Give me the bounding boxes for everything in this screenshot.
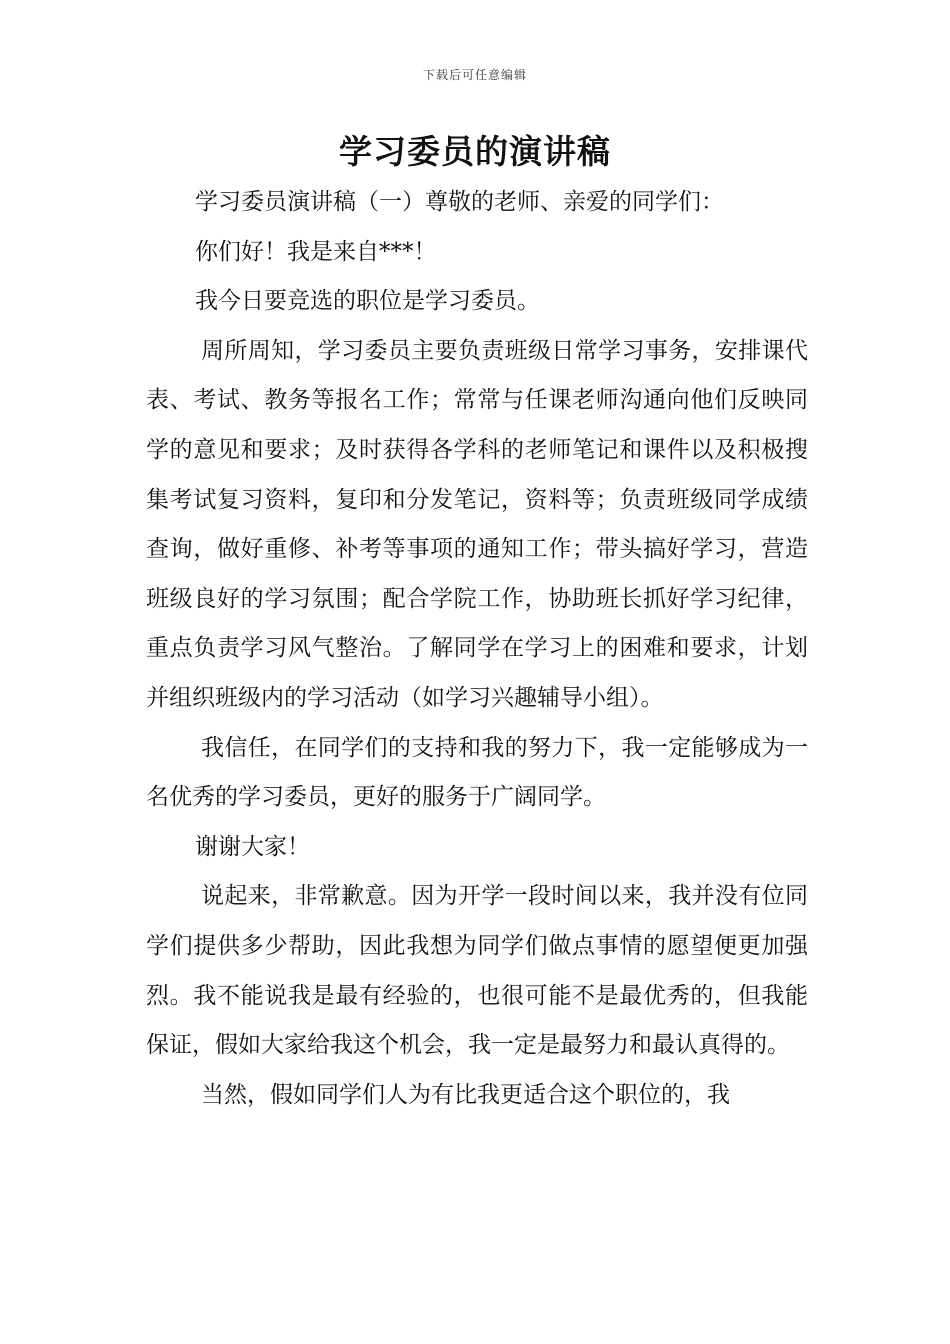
paragraph-thanks: 谢谢大家！ — [195, 833, 310, 860]
paragraph-duties: 周所周知，学习委员主要负责班级日常学习事务，安排课代表、考试、教务等报名工作；常常与任课老师沟通向他们反映同学的意见和要求；及时获得各学科的老师笔记和课件以及积极搜集考试复习资料，复印和分发笔记，资料等；负责班级同学成绩查询，做好重修、补考等事项的通知工作；带头搞好学习，营造班级良好的学习氛围；配合学院工作，协助班长抓好学习纪律，重点负责学习风气整治。了解同学在学习上的困难和要求，计划并组织班级内的学习活动（如学习兴趣辅导小组）。 — [146, 337, 808, 711]
paragraph-conclusion: 当然，假如同学们人为有比我更适合这个职位的，我 — [201, 1081, 730, 1108]
paragraph-confidence: 我信任，在同学们的支持和我的努力下，我一定能够成为一名优秀的学习委员，更好的服务于广阔同学。 — [146, 734, 808, 811]
paragraph-position: 我今日要竞选的职位是学习委员。 — [195, 288, 540, 315]
paragraph-greeting: 学习委员演讲稿（一）尊敬的老师、亲爱的同学们： — [195, 189, 724, 215]
paragraph-intro: 你们好！我是来自***！ — [195, 238, 437, 265]
document-body — [146, 178, 808, 1120]
paragraph-apology: 说起来，非常歉意。因为开学一段时间以来，我并没有位同学们提供多少帮助，因此我想为同学们做点事情的愿望便更加强烈。我不能说我是最有经验的，也很可能不是最优秀的，但我能保证，假如大家给我这个机会，我一定是最努力和最认真得的。 — [146, 883, 808, 1059]
header-note: 下载后可任意编辑 — [422, 68, 527, 82]
document-title: 学习委员的演讲稿 — [339, 132, 611, 171]
